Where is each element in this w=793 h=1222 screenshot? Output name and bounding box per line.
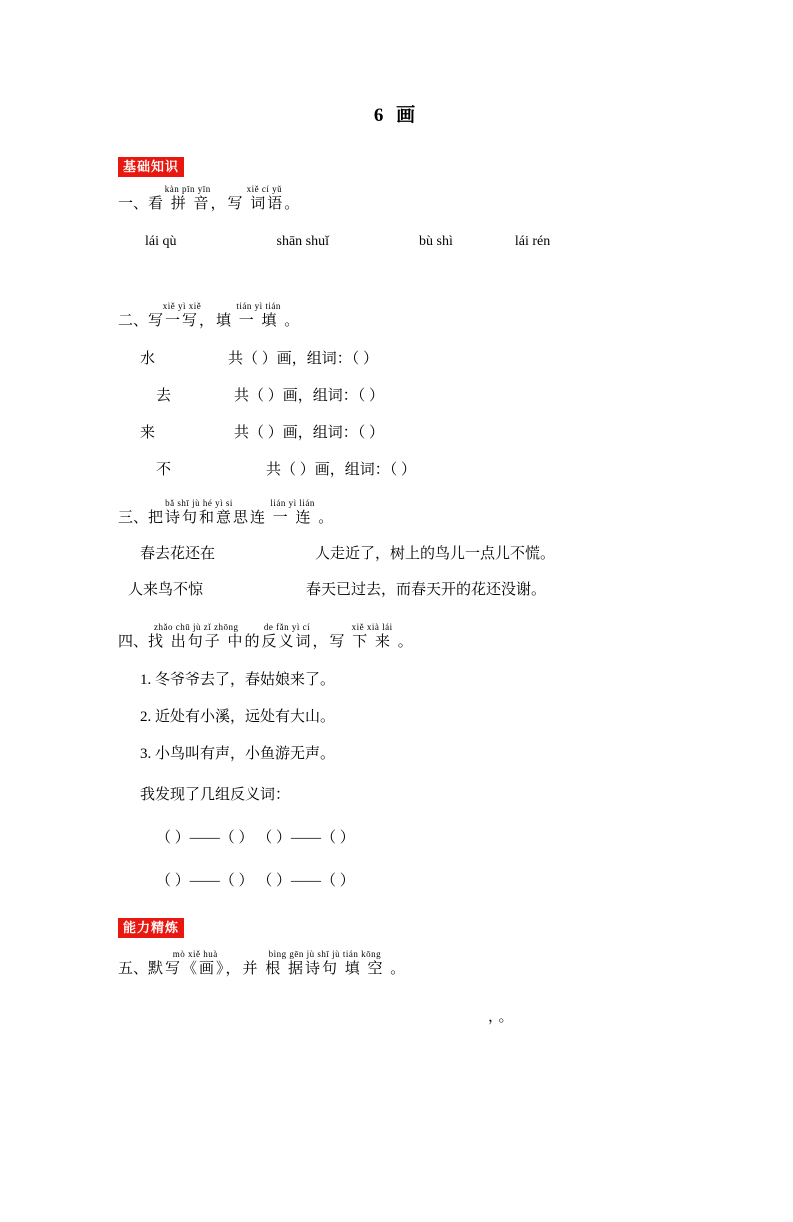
match-row-1: [140, 542, 793, 563]
antonym-blank-row-2: （ ）——（ ） （ ）——（ ）: [156, 873, 355, 889]
pinyin-item-2: shān shuǐ: [276, 233, 329, 249]
question-2-heading: [118, 300, 793, 331]
question-1: [118, 184, 793, 214]
worksheet-page: [0, 100, 793, 1222]
ruby-q3-0: [148, 497, 251, 528]
pinyin-annotation: xiě cí yǔ: [246, 184, 283, 195]
question-5-number: 五、: [118, 961, 149, 977]
fill-text-4: 共（ ）画，组词：（ ）: [266, 461, 417, 478]
question-1-number: 一、: [118, 196, 149, 212]
question-4: [118, 622, 793, 890]
match-left-2: 人来鸟不惊: [128, 582, 204, 599]
question-2: [118, 300, 793, 479]
ruby-base: 填 一 填 。: [216, 312, 302, 329]
match-left-1: 春去花还在: [140, 546, 216, 563]
ruby-base: 的反义词，: [244, 634, 330, 651]
ruby-base: 并 根 据诗句 填 空 。: [242, 961, 408, 977]
ruby-base: 写一写，: [148, 312, 217, 329]
question-5-heading: [118, 949, 793, 979]
fill-row-3: [140, 421, 793, 442]
question-1-heading: [118, 184, 793, 214]
ruby-q5-0: [148, 949, 243, 979]
ruby-q4-1: [244, 622, 330, 652]
pinyin-annotation: kàn pīn yīn: [164, 184, 211, 195]
fill-row-4: [156, 458, 793, 479]
ruby-base: 写 下 来 。: [329, 634, 415, 651]
fill-text-2: 共（ ）画，组词：（ ）: [234, 387, 385, 404]
antonym-sentence-1: 1. 冬爷爷去了，春姑娘来了。: [140, 672, 336, 688]
fill-row-1: [140, 347, 793, 368]
page-title: 6 画: [373, 105, 420, 126]
ruby-q4-2: [329, 622, 415, 652]
ruby-q2-1: [216, 300, 302, 331]
pinyin-item-3: bù shì: [419, 233, 453, 249]
pinyin-item-1: lái qù: [145, 233, 177, 249]
question-4-heading: [118, 622, 793, 652]
match-right-2: 春天已过去，而春天开的花还没谢。: [306, 582, 547, 599]
ruby-base: 把诗句和意思: [148, 509, 251, 526]
ruby-base: 找 出句子 中: [148, 634, 245, 651]
pinyin-item-4: lái rén: [514, 233, 551, 249]
ruby-q1-0: [148, 184, 228, 214]
question-4-number: 四、: [118, 634, 149, 651]
match-right-1: 人走近了，树上的鸟儿一点儿不慌。: [315, 546, 556, 563]
section-tag-skills: 能力精炼: [118, 918, 184, 938]
pinyin-annotation: mò xiě huà: [172, 949, 218, 960]
ruby-q3-1: [250, 497, 336, 528]
fill-char-3: 来: [140, 424, 156, 441]
pinyin-annotation: bǎ shī jù hé yì si: [165, 497, 233, 508]
question-3-number: 三、: [118, 509, 149, 526]
question-3-heading: [118, 497, 793, 528]
antonym-blank-row-1: （ ）——（ ） （ ）——（ ）: [156, 830, 355, 846]
ruby-q5-1: [242, 949, 408, 979]
antonym-note: 我发现了几组反义词：: [140, 787, 291, 803]
fill-text-1: 共（ ）画，组词：（ ）: [228, 350, 379, 367]
fill-char-4: 不: [156, 461, 172, 478]
ruby-q4-0: [148, 622, 245, 652]
question-5: [118, 949, 793, 1026]
pinyin-annotation: de fǎn yì cí: [263, 622, 311, 633]
ruby-base: 连 一 连 。: [250, 509, 336, 526]
pinyin-annotation: tián yì tián: [236, 300, 281, 311]
antonym-sentence-2: 2. 近处有小溪，远处有大山。: [140, 709, 336, 725]
question-2-number: 二、: [118, 312, 149, 329]
fill-row-2: [156, 384, 793, 405]
ruby-base: 写 词语。: [227, 196, 302, 212]
pinyin-annotation: xiě yì xiě: [162, 300, 202, 311]
fill-text-3: 共（ ）画，组词：（ ）: [234, 424, 385, 441]
pinyin-annotation: bìng gēn jù shī jù tián kōng: [268, 949, 382, 960]
ruby-base: 默写《画》，: [148, 961, 243, 977]
question-3: [118, 497, 793, 600]
fill-char-1: 水: [140, 350, 156, 367]
section-tag-basics: 基础知识: [118, 157, 184, 177]
pinyin-annotation: lián yì lián: [270, 497, 315, 508]
ruby-base: 看 拼 音，: [148, 196, 228, 212]
antonym-sentence-3: 3. 小鸟叫有声，小鱼游无声。: [140, 746, 336, 762]
question-5-tail: ，。: [488, 1008, 517, 1025]
fill-char-2: 去: [156, 387, 172, 404]
question-1-pinyin-row: [145, 234, 793, 250]
pinyin-annotation: zhǎo chū jù zǐ zhōng: [154, 622, 239, 633]
pinyin-annotation: xiě xià lái: [351, 622, 393, 633]
ruby-q2-0: [148, 300, 217, 331]
match-row-2: [128, 578, 793, 599]
ruby-q1-1: [227, 184, 302, 214]
